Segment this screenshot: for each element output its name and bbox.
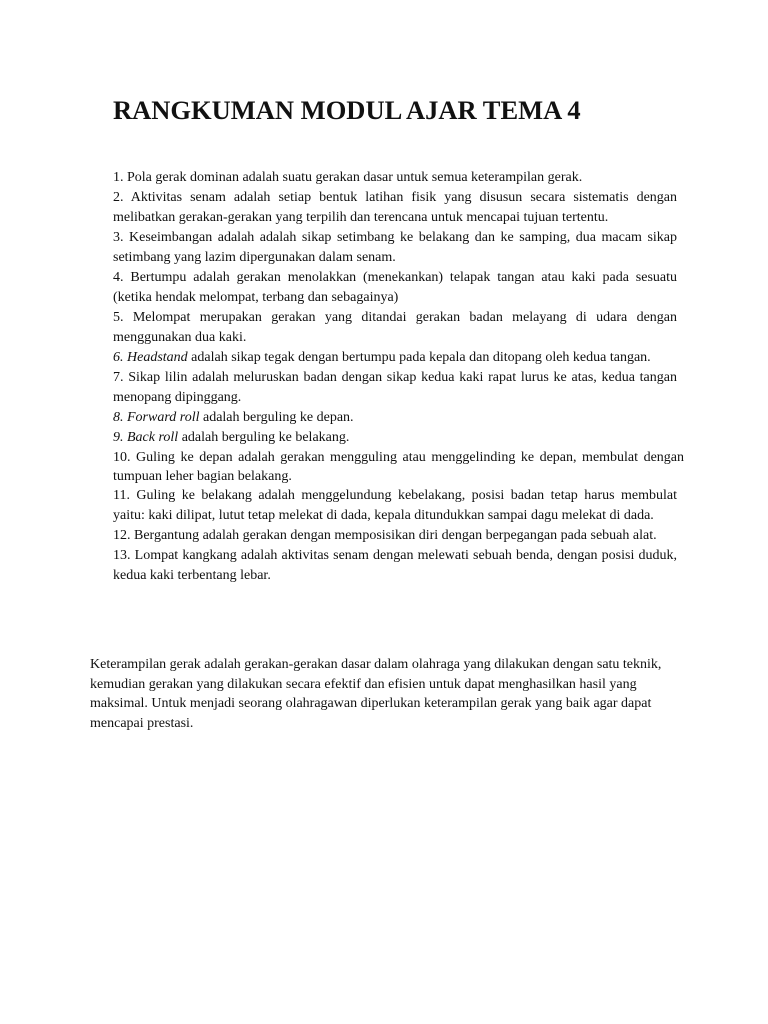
- item-text: 10. Guling ke depan adalah gerakan mengguling atau menggelinding ke depan, membulat dengan tumpuan leher bagian belakang.: [113, 450, 684, 484]
- list-item: [113, 348, 677, 368]
- item-text: 7. Sikap lilin adalah meluruskan badan dengan sikap kedua kaki rapat lurus ke atas, kedua tangan menopang dipinggang.: [113, 370, 677, 405]
- list-item: [113, 526, 677, 546]
- item-text: 3. Keseimbangan adalah adalah sikap setimbang ke belakang dan ke samping, dua macam sikap setimbang yang lazim dipergunakan dalam senam.: [113, 230, 677, 265]
- list-item: [113, 448, 684, 486]
- list-item: [113, 268, 677, 308]
- item-text: 5. Melompat merupakan gerakan yang ditandai gerakan badan melayang di udara dengan menggunakan dua kaki.: [113, 310, 677, 345]
- list-item: [113, 228, 677, 268]
- list-item: [113, 188, 677, 228]
- item-text: 1. Pola gerak dominan adalah suatu gerakan dasar untuk semua keterampilan gerak.: [113, 170, 583, 185]
- item-term: 6. Headstand: [113, 350, 188, 365]
- item-text: 12. Bergantung adalah gerakan dengan memposisikan diri dengan berpegangan pada sebuah alat.: [113, 528, 657, 543]
- item-text: adalah berguling ke belakang.: [178, 430, 350, 445]
- item-text: 2. Aktivitas senam adalah setiap bentuk latihan fisik yang disusun secara sistematis dengan melibatkan gerakan-gerakan yang terpilih dan terencana untuk mencapai tujuan tertentu.: [113, 190, 677, 225]
- list-item: [113, 486, 677, 526]
- item-text: adalah berguling ke depan.: [199, 410, 354, 425]
- item-term: 8. Forward roll: [113, 410, 200, 425]
- list-item: [113, 428, 677, 448]
- list-item: [113, 368, 677, 408]
- list-item: [113, 308, 677, 348]
- list-item: [113, 408, 677, 428]
- list-item: [113, 168, 677, 188]
- item-text: 13. Lompat kangkang adalah aktivitas senam dengan melewati sebuah benda, dengan posisi duduk, kedua kaki terbentang lebar.: [113, 548, 677, 583]
- summary-list: [113, 168, 684, 586]
- list-item: [113, 546, 677, 586]
- closing-paragraph: Keterampilan gerak adalah gerakan-gerakan dasar dalam olahraga yang dilakukan dengan satu teknik, kemudian gerakan yang dilakukan secara efektif dan efisien untuk dapat menghasilkan hasil yang maksimal. Untuk menjadi seorang olahragawan diperlukan keterampilan gerak yang baik agar dapat mencapai prestasi.: [90, 657, 662, 731]
- item-term: 9. Back roll: [113, 430, 179, 445]
- item-text: adalah sikap tegak dengan bertumpu pada kepala dan ditopang oleh kedua tangan.: [187, 350, 651, 365]
- item-text: 11. Guling ke belakang adalah menggelundung kebelakang, posisi badan tetap harus membulat yaitu: kaki dilipat, lutut tetap melekat di dada, kepala ditundukkan sampai dagu melekat di dada.: [113, 488, 677, 523]
- page-title: RANGKUMAN MODUL AJAR TEMA 4: [113, 95, 581, 125]
- item-text: 4. Bertumpu adalah gerakan menolakkan (menekankan) telapak tangan atau kaki pada sesuatu (ketika hendak melompat, terbang dan sebagainya): [113, 270, 677, 305]
